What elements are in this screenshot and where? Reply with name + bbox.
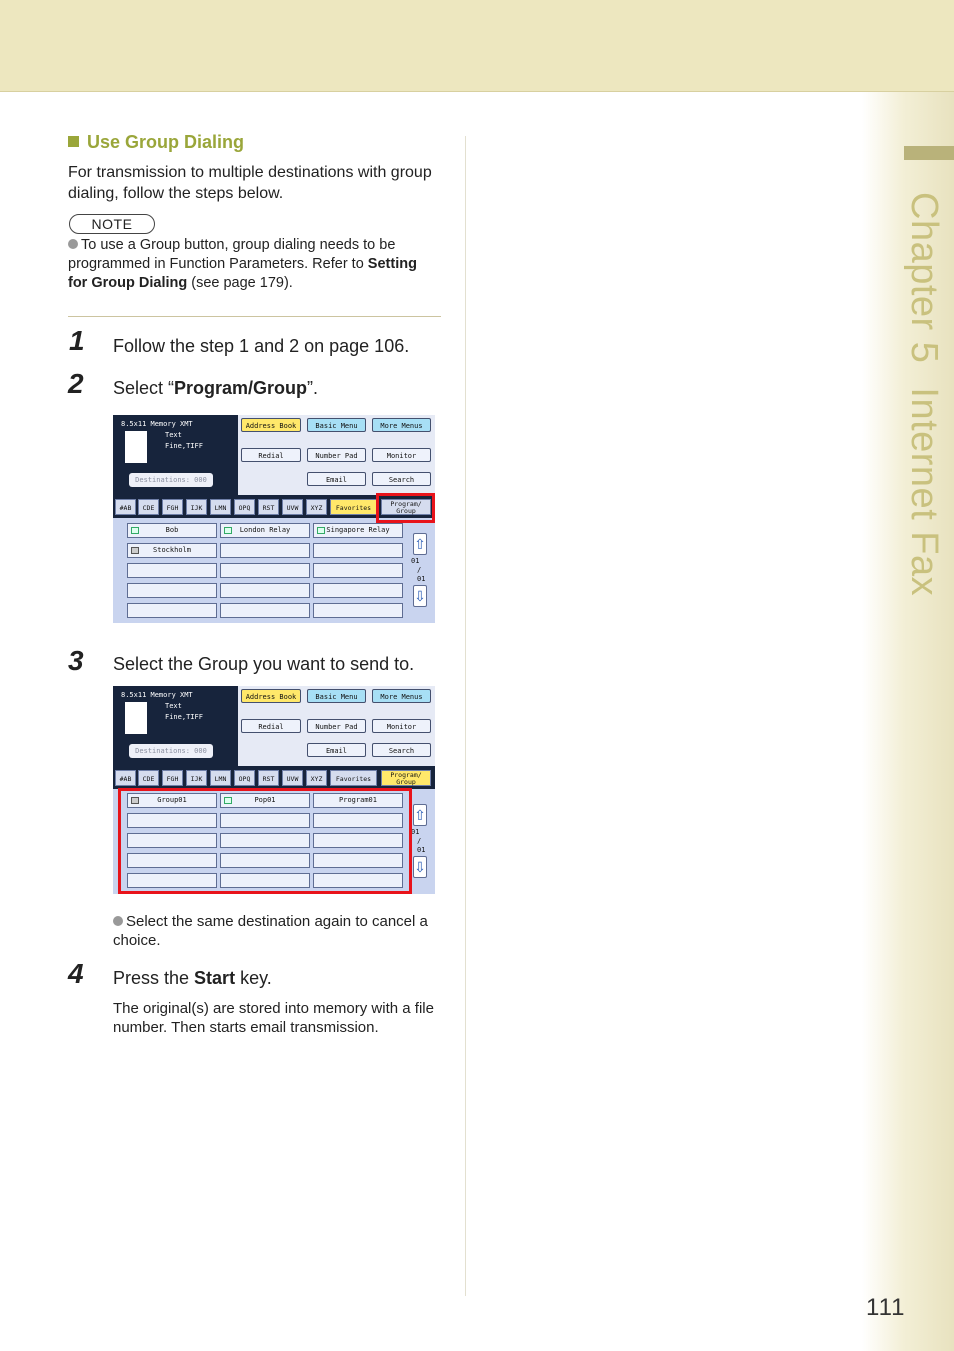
tab-xyz[interactable]: XYZ [306, 770, 327, 786]
redial-button[interactable]: Redial [241, 719, 301, 733]
note-text-2: (see page 179). [187, 275, 293, 291]
section-divider [68, 316, 441, 317]
scroll-down-arrow-icon[interactable]: ⇩ [413, 856, 427, 878]
tab-program-group[interactable] [381, 770, 431, 786]
tab-uvw[interactable]: UVW [282, 770, 303, 786]
info-line-1: 8.5x11 Memory XMT [121, 420, 193, 428]
program-group-line-2: Group [396, 507, 416, 515]
tab-opq[interactable]: OPQ [234, 499, 255, 515]
destination-bob[interactable] [127, 523, 217, 538]
tab-fgh[interactable]: FGH [162, 499, 183, 515]
page-number: 111 [866, 1294, 906, 1321]
chapter-label: Chapter 5 [903, 192, 945, 364]
top-banner [0, 0, 954, 92]
empty-cell[interactable] [313, 583, 403, 598]
address-book-button[interactable]: Address Book [241, 418, 301, 432]
basic-menu-button[interactable]: Basic Menu [307, 418, 366, 432]
section-title-text: Use Group Dialing [87, 132, 245, 152]
step-2-text [113, 378, 318, 399]
page-total: 01 [417, 575, 426, 583]
email-icon [131, 527, 139, 534]
tab-ab[interactable]: #AB [115, 499, 136, 515]
scroll-up-arrow-icon[interactable]: ⇧ [413, 533, 427, 555]
search-button[interactable]: Search [372, 472, 431, 486]
cell-label: Program01 [339, 796, 377, 804]
number-pad-button[interactable]: Number Pad [307, 719, 366, 733]
empty-cell[interactable] [313, 543, 403, 558]
empty-cell[interactable] [127, 603, 217, 618]
step-2-post: ”. [307, 378, 319, 398]
page-current: 01 [411, 828, 420, 836]
destinations-counter: Destinations: 000 [129, 744, 213, 758]
empty-cell[interactable] [127, 583, 217, 598]
page-indicator [411, 828, 425, 855]
page-separator: / [417, 837, 422, 845]
chapter-tab-mark [904, 146, 954, 160]
tab-rst[interactable]: RST [258, 770, 279, 786]
redial-button[interactable]: Redial [241, 448, 301, 462]
square-bullet-icon [68, 136, 79, 147]
step-4-pre: Press the [113, 968, 195, 988]
step-3-number: 3 [68, 645, 84, 676]
tab-fgh[interactable]: FGH [162, 770, 183, 786]
info-line-3: Fine,TIFF [165, 442, 203, 450]
step-3-text: Select the Group you want to send to. [113, 654, 415, 674]
monitor-button[interactable]: Monitor [372, 448, 431, 462]
more-menus-button[interactable]: More Menus [372, 418, 431, 432]
tab-cde[interactable]: CDE [138, 770, 159, 786]
tab-favorites[interactable]: Favorites [330, 499, 377, 515]
note-text [68, 236, 440, 293]
destination-singapore-relay[interactable] [313, 523, 403, 538]
screen-1 [113, 415, 435, 623]
page-current: 01 [411, 557, 420, 565]
empty-cell[interactable] [220, 583, 310, 598]
highlight-group-area [118, 788, 412, 894]
tab-cde[interactable]: CDE [138, 499, 159, 515]
scroll-down-arrow-icon[interactable]: ⇩ [413, 585, 427, 607]
step-4-number: 4 [68, 958, 84, 989]
page-separator: / [417, 566, 422, 574]
bullet-icon [113, 916, 123, 926]
basic-menu-button[interactable]: Basic Menu [307, 689, 366, 703]
note-text-1: To use a Group button, group dialing needs to be programmed in Function Parameters. Refer to [68, 237, 396, 272]
tip-text [113, 912, 443, 950]
step-4-bold: Start [194, 968, 236, 988]
tab-opq[interactable]: OPQ [234, 770, 255, 786]
page-total: 01 [417, 846, 426, 854]
tab-uvw[interactable]: UVW [282, 499, 303, 515]
final-text: The original(s) are stored into memory with a file number. Then starts email transmission. [113, 1000, 434, 1036]
section-title [68, 132, 244, 153]
tab-lmn[interactable]: LMN [210, 499, 231, 515]
fax-icon [131, 547, 139, 554]
info-line-2: Text [165, 431, 182, 439]
info-line-2: Text [165, 702, 182, 710]
note-label: NOTE [69, 214, 155, 234]
empty-cell[interactable] [220, 543, 310, 558]
cell-label: London Relay [239, 526, 291, 534]
highlight-program-group [376, 493, 435, 523]
tab-favorites[interactable]: Favorites [330, 770, 377, 786]
step-2-bold: Program/Group [174, 378, 308, 398]
email-icon [224, 527, 232, 534]
tip-text-content: Select the same destination again to cancel a choice. [113, 913, 428, 949]
destination-stockholm[interactable] [127, 543, 217, 558]
tab-rst[interactable]: RST [258, 499, 279, 515]
step-4-post: key. [235, 968, 272, 988]
step-1-text: Follow the step 1 and 2 on page 106. [113, 336, 410, 356]
page-indicator [411, 557, 425, 584]
step-2-pre: Select “ [113, 378, 175, 398]
cell-label: Singapore Relay [326, 526, 390, 534]
cell-label: Stockholm [153, 546, 191, 554]
chapter-title: Internet Fax [903, 387, 945, 597]
program-group-line-1: Program/ [390, 771, 422, 779]
note-bold: Setting for Group Dialing [68, 256, 417, 291]
cell-label: Group01 [157, 796, 187, 804]
cell-label: Pop01 [254, 796, 276, 804]
column-divider [465, 136, 466, 1296]
tab-lmn[interactable]: LMN [210, 770, 231, 786]
tab-ijk[interactable]: IJK [186, 499, 207, 515]
destinations-counter: Destinations: 000 [129, 473, 213, 487]
section-intro: For transmission to multiple destinations with group dialing, follow the steps below. [68, 164, 432, 202]
number-pad-button[interactable]: Number Pad [307, 448, 366, 462]
info-line-3: Fine,TIFF [165, 713, 203, 721]
scan-info [121, 690, 203, 723]
empty-cell[interactable] [220, 563, 310, 578]
program-group-line-2: Group [396, 778, 416, 786]
screen-2 [113, 686, 435, 894]
email-button[interactable]: Email [307, 743, 366, 757]
step-4-text [113, 968, 272, 989]
tab-xyz[interactable]: XYZ [306, 499, 327, 515]
more-menus-button[interactable]: More Menus [372, 689, 431, 703]
empty-cell[interactable] [313, 603, 403, 618]
tab-ijk[interactable]: IJK [186, 770, 207, 786]
bullet-icon [68, 239, 78, 249]
step-1-number: 1 [69, 325, 85, 356]
empty-cell[interactable] [313, 563, 403, 578]
monitor-button[interactable]: Monitor [372, 719, 431, 733]
email-button[interactable]: Email [307, 472, 366, 486]
info-line-1: 8.5x11 Memory XMT [121, 691, 193, 699]
search-button[interactable]: Search [372, 743, 431, 757]
scroll-up-arrow-icon[interactable]: ⇧ [413, 804, 427, 826]
destination-london-relay[interactable] [220, 523, 310, 538]
address-book-button[interactable]: Address Book [241, 689, 301, 703]
empty-cell[interactable] [220, 603, 310, 618]
empty-cell[interactable] [127, 563, 217, 578]
program-group-line-1: Program/ [390, 500, 422, 508]
tab-ab[interactable]: #AB [115, 770, 136, 786]
chapter-heading [902, 192, 945, 596]
email-icon [317, 527, 325, 534]
scan-info [121, 419, 203, 452]
cell-label: Bob [165, 526, 179, 534]
step-2-number: 2 [68, 368, 84, 399]
